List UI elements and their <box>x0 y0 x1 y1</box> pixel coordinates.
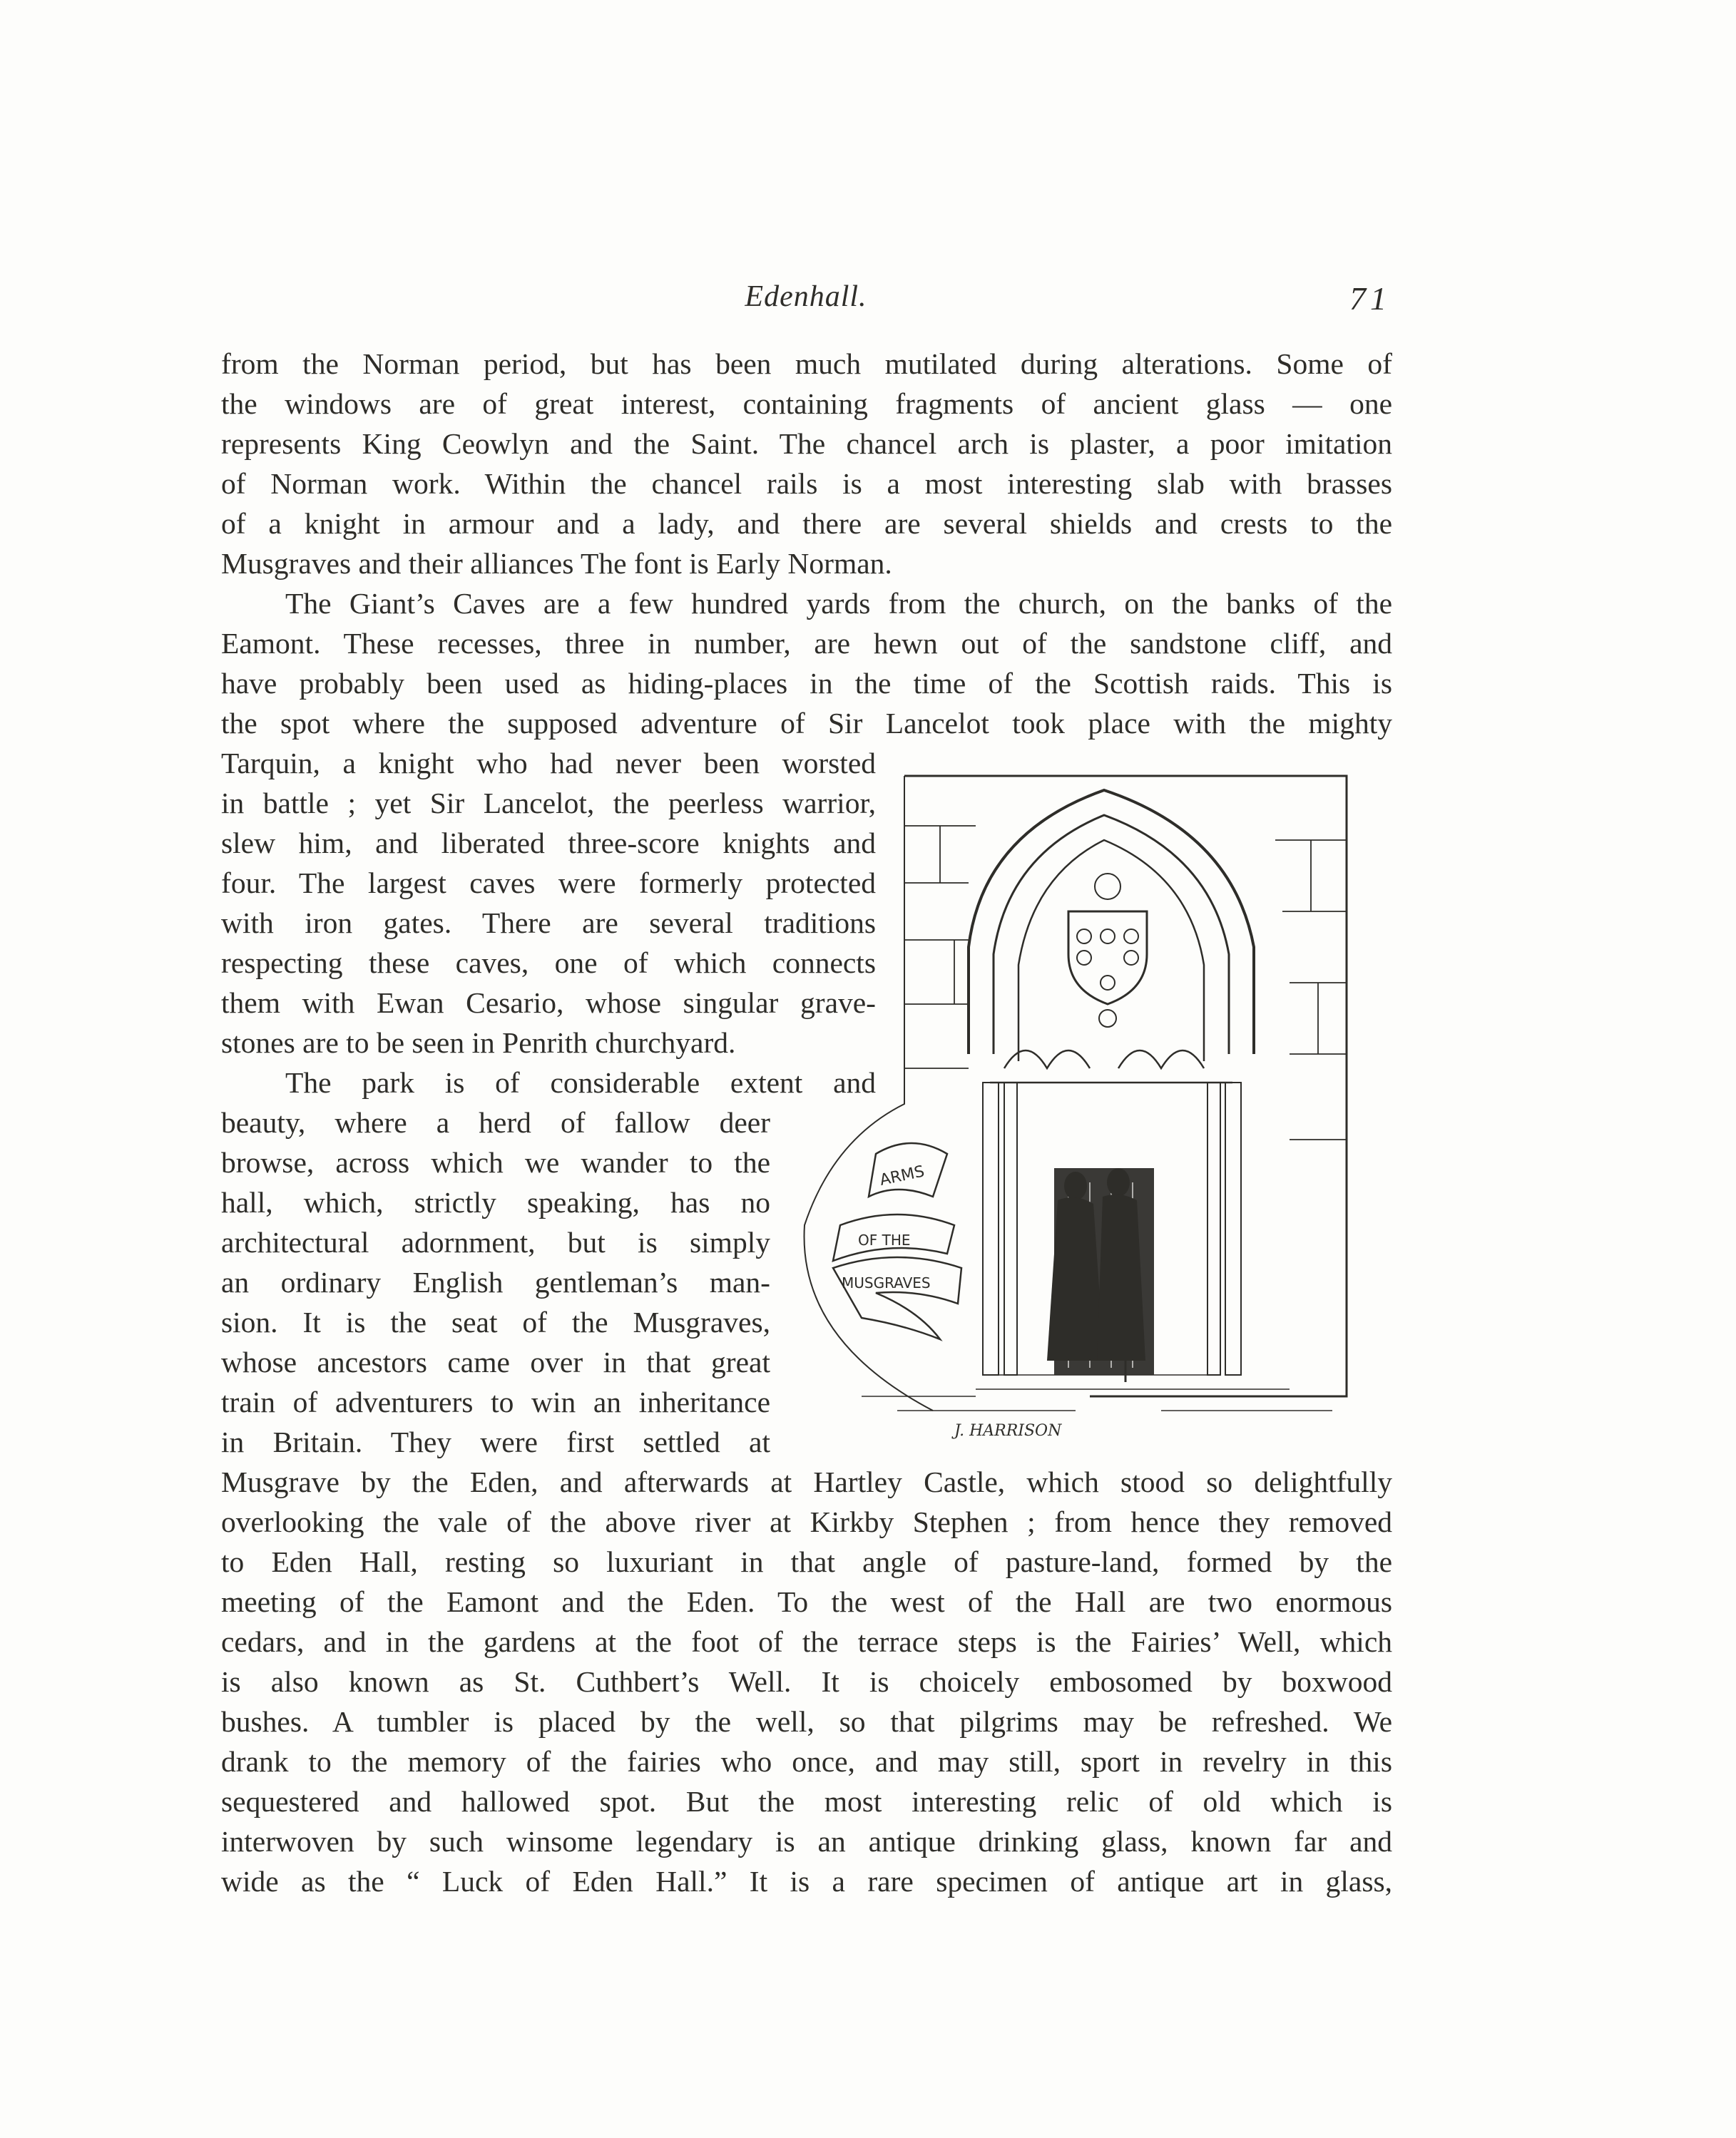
text-line: beauty, where a herd of fallow deer <box>221 1106 770 1139</box>
text-line: an ordinary English gentleman’s man- <box>221 1266 770 1299</box>
text-line: Eamont. These recesses, three in number, are hewn out of the sandstone cliff, and <box>221 627 1392 660</box>
text-line: of Norman work. Within the chancel rails is a most interesting slab with brasses <box>221 467 1392 500</box>
artist-signature: J. HARRISON <box>954 1422 1062 1440</box>
text-line: architectural adornment, but is simply <box>221 1226 770 1259</box>
text-line: the spot where the supposed adventure of Sir Lancelot took place with the mighty <box>221 707 1392 740</box>
text-line: The park is of considerable extent and <box>285 1066 876 1099</box>
text-line: is also known as St. Cuthbert’s Well. It is choicely embosomed by boxwood <box>221 1665 1392 1698</box>
scroll-text-musgraves: MUSGRAVES <box>842 1274 931 1292</box>
text-line: sequestered and hallowed spot. But the most interesting relic of old which is <box>221 1785 1392 1818</box>
text-line: from the Norman period, but has been much mutilated during alterations. Some of <box>221 347 1392 380</box>
running-head: Edenhall. <box>745 280 867 313</box>
text-line: cedars, and in the gardens at the foot of the terrace steps is the Fairies’ Well, which <box>221 1625 1392 1658</box>
text-line: four. The largest caves were formerly protected <box>221 866 876 899</box>
text-line: respecting these caves, one of which connects <box>221 946 876 979</box>
text-line: drank to the memory of the fairies who once, and may still, sport in revelry in this <box>221 1745 1392 1778</box>
text-line: train of adventurers to win an inheritance <box>221 1386 770 1418</box>
text-line: slew him, and liberated three-score knights and <box>221 827 876 859</box>
text-line: wide as the “ Luck of Eden Hall.” It is a rare specimen of antique art in glass, <box>221 1865 1392 1898</box>
doorway-engraving <box>790 769 1387 1446</box>
text-line: bushes. A tumbler is placed by the well, so that pilgrims may be refreshed. We <box>221 1705 1392 1738</box>
text-line: represents King Ceowlyn and the Saint. The chancel arch is plaster, a poor imitation <box>221 427 1392 460</box>
text-line: Musgrave by the Eden, and afterwards at Hartley Castle, which stood so delightfully <box>221 1466 1392 1498</box>
text-line: have probably been used as hiding-places in the time of the Scottish raids. This is <box>221 667 1392 700</box>
text-line: stones are to be seen in Penrith churchyard. <box>221 1026 736 1059</box>
text-line: overlooking the vale of the above river at Kirkby Stephen ; from hence they removed <box>221 1505 1392 1538</box>
text-line: to Eden Hall, resting so luxuriant in that angle of pasture-land, formed by the <box>221 1545 1392 1578</box>
text-line: meeting of the Eamont and the Eden. To the west of the Hall are two enormous <box>221 1585 1392 1618</box>
text-line: of a knight in armour and a lady, and there are several shields and crests to the <box>221 507 1392 540</box>
text-line: Tarquin, a knight who had never been worsted <box>221 747 876 779</box>
scroll-text-arms: ARMS <box>878 1162 926 1190</box>
text-line: sion. It is the seat of the Musgraves, <box>221 1306 770 1339</box>
text-line: the windows are of great interest, containing fragments of ancient glass — one <box>221 387 1392 420</box>
text-line: interwoven by such winsome legendary is an antique drinking glass, known far and <box>221 1825 1392 1858</box>
text-line: in Britain. They were first settled at <box>221 1426 770 1458</box>
text-line: hall, which, strictly speaking, has no <box>221 1186 770 1219</box>
page-number: 71 <box>1349 280 1391 317</box>
scroll-text-of-the: OF THE <box>858 1232 911 1249</box>
text-line: whose ancestors came over in that great <box>221 1346 770 1379</box>
page-header <box>221 280 1391 322</box>
text-line: The Giant’s Caves are a few hundred yards from the church, on the banks of the <box>285 587 1392 620</box>
text-line: Musgraves and their alliances The font is Early Norman. <box>221 547 892 580</box>
text-line: them with Ewan Cesario, whose singular grave- <box>221 986 876 1019</box>
text-line: in battle ; yet Sir Lancelot, the peerless warrior, <box>221 787 876 819</box>
text-line: browse, across which we wander to the <box>221 1146 770 1179</box>
text-line: with iron gates. There are several traditions <box>221 906 876 939</box>
